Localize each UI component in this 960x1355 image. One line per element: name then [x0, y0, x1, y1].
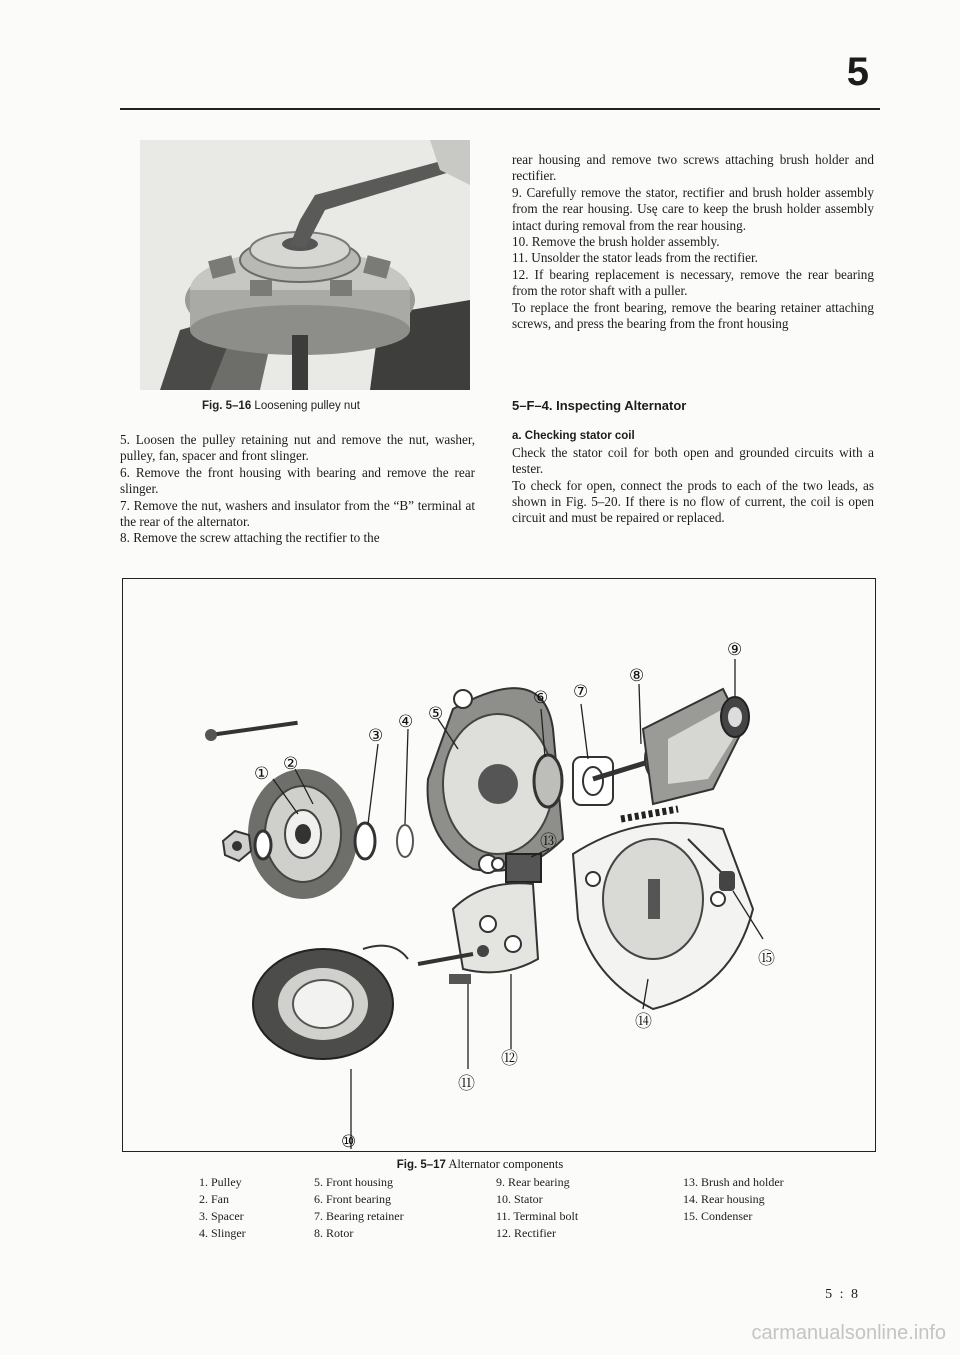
- check-paragraph-1: Check the stator coil for both open and grounded circuits with a tester.: [512, 444, 874, 477]
- exploded-view-figure: [122, 578, 876, 1152]
- callout-2: ②: [283, 754, 299, 774]
- watermark: carmanualsonline.info: [751, 1322, 946, 1344]
- legend-item: 13. Brush and holder: [683, 1175, 784, 1189]
- callout-3: ③: [368, 726, 384, 746]
- legend-item: 8. Rotor: [314, 1226, 354, 1240]
- legend-item: 5. Front housing: [314, 1175, 394, 1189]
- step-9: 9. Carefully remove the stator, rectifier and brush holder assembly from the rear housing. Usę care to keep the brush holder assembly intact during removal from the rear housing.: [512, 184, 874, 233]
- step-8: 8. Remove the screw attaching the rectifier to the: [120, 530, 380, 546]
- fig-5-16-text: Loosening pulley nut: [254, 400, 360, 412]
- legend-column-1: [199, 1174, 246, 1242]
- front-bearing-paragraph: To replace the front bearing, remove the bearing retainer attaching screws, and press the bearing from the front housing: [512, 299, 874, 332]
- header-rule: [120, 108, 880, 110]
- left-column: [120, 432, 475, 547]
- page-number: 5 : 8: [825, 1287, 860, 1302]
- inspecting-section: [512, 398, 874, 527]
- legend-item: 10. Stator: [496, 1192, 543, 1206]
- fig-5-16-number: Fig. 5–16: [202, 400, 252, 412]
- nut-washer: [223, 831, 271, 861]
- legend-column-3: [496, 1174, 578, 1242]
- callout-9: ⑨: [727, 640, 743, 660]
- callout-4: ④: [398, 712, 414, 732]
- step-10: 10. Remove the brush holder assembly.: [512, 234, 720, 250]
- legend-item: 9. Rear bearing: [496, 1175, 570, 1189]
- legend-item: 2. Fan: [199, 1192, 229, 1206]
- step-12: 12. If bearing replacement is necessary, remove the rear bearing from the rotor shaft with a puller.: [512, 266, 874, 299]
- legend-item: 1. Pulley: [199, 1175, 242, 1189]
- rectifier: [453, 883, 538, 972]
- chapter-number: 5: [846, 50, 870, 94]
- callout-7: ⑦: [573, 682, 589, 702]
- terminal-insulators: [621, 809, 678, 819]
- legend-item: 7. Bearing retainer: [314, 1209, 404, 1223]
- step-7: 7. Remove the nut, washers and insulator from the “B” terminal at the rear of the alternator.: [120, 497, 475, 530]
- pulley-fan-assembly: [248, 769, 413, 899]
- step-11: 11. Unsolder the stator leads from the rectifier.: [512, 250, 758, 266]
- pulley-nut-photo: [140, 140, 470, 390]
- check-paragraph-2: To check for open, connect the prods to each of the two leads, as shown in Fig. 5–20. If there is no flow of current, the coil is open circuit and must be repaired or replaced.: [512, 477, 874, 526]
- callout-11: ⑪: [458, 1074, 475, 1094]
- legend-item: 6. Front bearing: [314, 1192, 391, 1206]
- legend-item: 12. Rectifier: [496, 1226, 556, 1240]
- legend-item: 4. Slinger: [199, 1226, 246, 1240]
- callout-15: ⑮: [758, 949, 775, 969]
- section-heading: 5–F–4. Inspecting Alternator: [512, 398, 687, 413]
- legend-item: 3. Spacer: [199, 1209, 244, 1223]
- pulley-nut-photo-graphic: [140, 140, 470, 390]
- callout-14: ⑭: [635, 1012, 652, 1032]
- legend-item: 11. Terminal bolt: [496, 1209, 579, 1223]
- rear-housing: [573, 823, 753, 1009]
- legend-column-2: [314, 1174, 404, 1242]
- through-bolt: [205, 723, 298, 741]
- callout-5: ⑤: [428, 704, 444, 724]
- callout-6: ⑥: [533, 688, 549, 708]
- legend-column-4: [683, 1174, 784, 1225]
- callout-10: ⑩: [341, 1132, 357, 1151]
- alternator-exploded-diagram: [123, 579, 875, 1151]
- brush-holder: [492, 854, 541, 882]
- callout-1: ①: [254, 764, 270, 784]
- legend-item: 15. Condenser: [683, 1209, 753, 1223]
- callout-13: ⑬: [540, 832, 557, 852]
- right-column: [512, 152, 874, 332]
- step-5: 5. Loosen the pulley retaining nut and remove the nut, washer, pulley, fan, spacer and front slinger.: [120, 432, 475, 464]
- paragraph-8-cont: rear housing and remove two screws attaching brush holder and rectifier.: [512, 152, 874, 184]
- bearing-retainer: [573, 757, 613, 805]
- sub-heading: a. Checking stator coil: [512, 430, 635, 443]
- callout-12: ⑫: [501, 1049, 518, 1069]
- fig-5-16-caption: [202, 400, 360, 412]
- legend-item: 14. Rear housing: [683, 1192, 765, 1206]
- callout-8: ⑧: [629, 666, 645, 686]
- fig-5-17-number: Fig. 5–17: [396, 1159, 446, 1171]
- fig-5-17-text: Alternator components: [448, 1157, 564, 1171]
- fig-5-17-caption: [0, 1157, 960, 1172]
- stator: [253, 946, 408, 1059]
- step-6: 6. Remove the front housing with bearing and remove the rear slinger.: [120, 464, 475, 497]
- rotor: [593, 689, 743, 804]
